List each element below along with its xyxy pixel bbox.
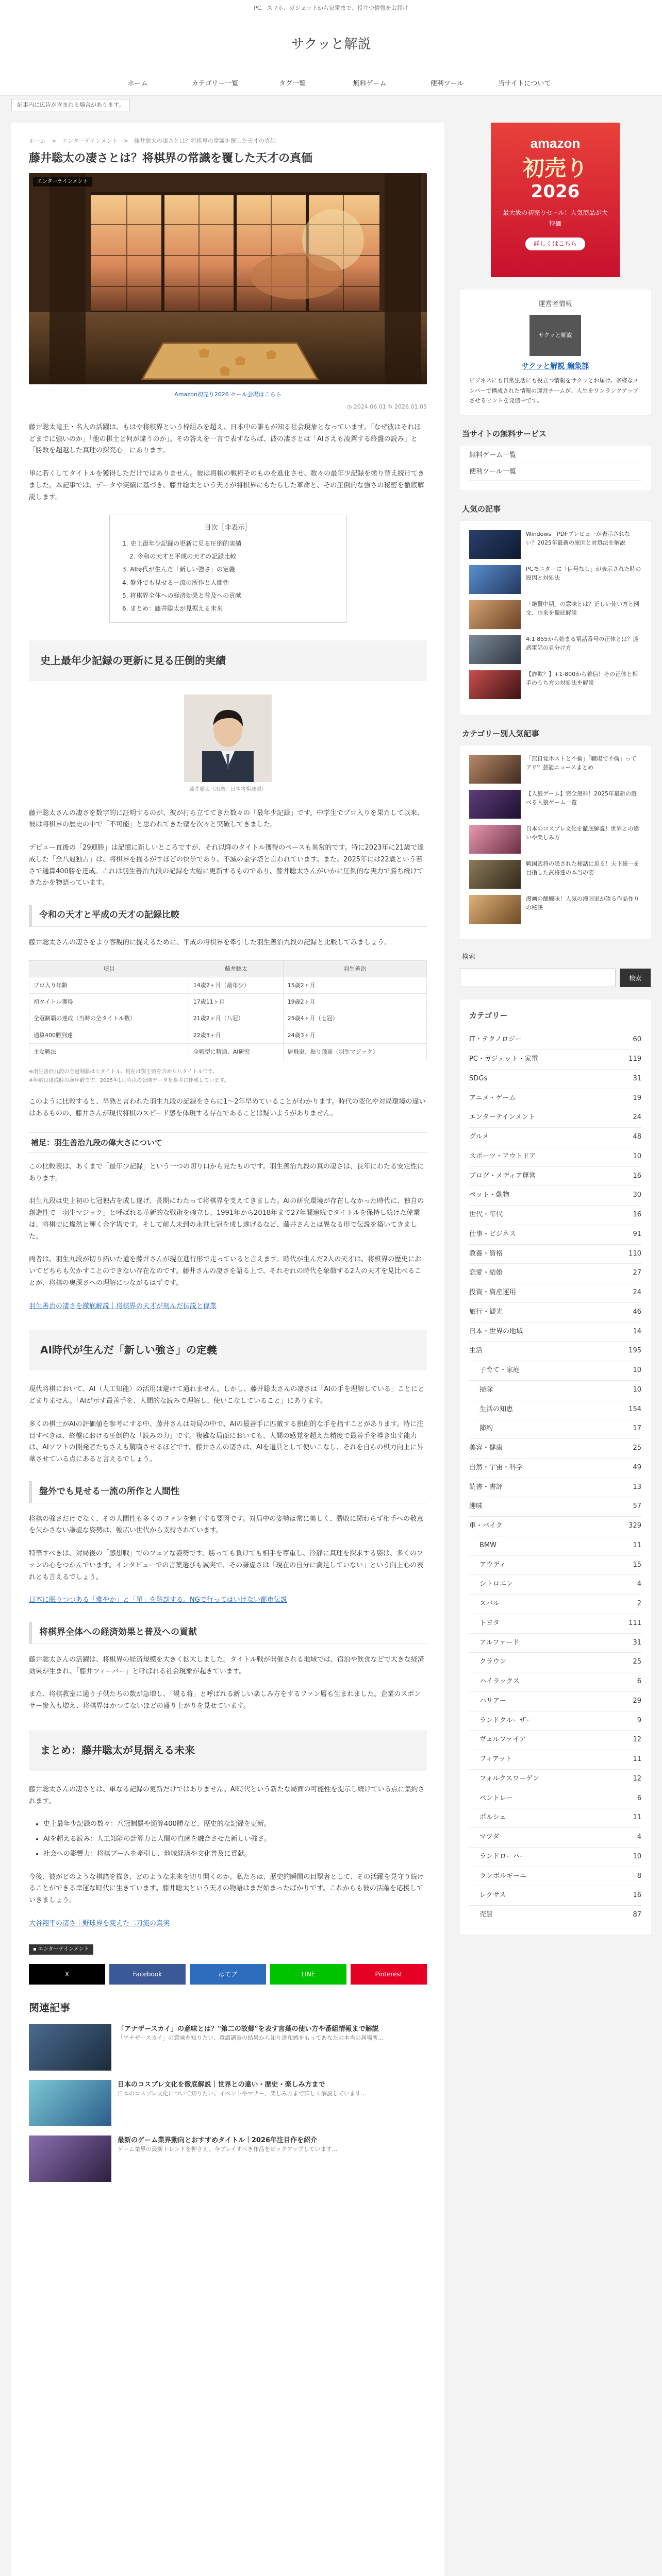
category-name[interactable]: 教養・資格 (469, 1249, 503, 1258)
share-buttons (29, 1964, 427, 1985)
popular-item[interactable]: PCモニターに「信号なし」が表示された時の原因と対処法 (469, 565, 641, 594)
category-name[interactable]: アウディ (479, 1561, 506, 1569)
toc-title[interactable]: 目次［非表示］ (204, 524, 252, 532)
category-count: 31 (633, 1074, 641, 1082)
category-name[interactable]: 自然・宇宙・科学 (469, 1463, 523, 1471)
popular-item[interactable]: 4:1 855から始まる電話番号の正体とは？迷惑電話の見分け方 (469, 635, 641, 664)
category-item[interactable] (469, 1634, 641, 1653)
breadcrumb[interactable]: ホーム > エンターテインメント > 藤井聡太の凄さとは？将棋界の常識を覆した天才の真価 (29, 138, 276, 144)
category-count: 10 (633, 1385, 641, 1394)
nav-tools[interactable]: 便利ツール (430, 80, 464, 88)
category-item[interactable] (469, 1478, 641, 1498)
paragraph: 羽生九段は史上初の七冠独占を成し遂げ、長期にわたって将棋界を支えてきました。AIの研究環境が存在しなかった時代に、独自の創造性で「羽生マジック」と呼ばれる革新的な戦術を確立し、1991年から2018年まで27年間連続でタイトルを保持し続けた偉業は、将棋史に燦然と輝く金字塔です。そして前人未到の永世七冠を成し遂げるなど、藤井さんとは異なる形で伝説を築いてきました。 (29, 1197, 424, 1241)
categories-list (469, 1030, 641, 1925)
popular-item[interactable]: 「無自覚ホストと不倫」「職場で不倫」ってアリ？芸能ニュースまとめ (469, 755, 641, 784)
category-name[interactable]: クラウン (479, 1658, 507, 1666)
paragraph: 両者は、羽生九段が切り拓いた道を藤井さんが現在進行形で走っていると言えます。時代が生んだ2人の天才は、将棋界の歴史においてどちらも欠かすことのできない存在なのです。藤井さんの凄さを語る上で、それぞれの時代を象徴する2人の天才を見比べることが、将棋の奥深さへの理解につながるはずです。 (29, 1256, 422, 1287)
category-count: 4 (637, 1833, 641, 1841)
category-name[interactable]: スポーツ・アウトドア (469, 1152, 536, 1160)
category-item[interactable] (469, 1419, 641, 1439)
table-of-contents (109, 515, 346, 623)
toc-item[interactable]: 4. 盤外でも見せる一流の所作と人間性 (122, 579, 229, 586)
category-item[interactable] (469, 1323, 641, 1342)
amazon-logo: amazon (530, 135, 581, 151)
category-popular-title: カテゴリー別人気記事 (462, 729, 539, 738)
category-item[interactable] (469, 1206, 641, 1225)
category-name[interactable]: BMW (479, 1541, 496, 1549)
popular-item[interactable]: 【人狼ゲーム】完全無料！2025年最新の遊べる人狼ゲーム一覧 (469, 790, 641, 819)
toc-item[interactable]: 2. 令和の天才と平成の天才の記録比較 (129, 553, 237, 561)
service-link[interactable]: 便利ツール一覧 (469, 464, 641, 481)
category-label[interactable]: エンターテインメント (33, 177, 92, 187)
category-name[interactable]: 生活 (469, 1347, 483, 1355)
category-item[interactable] (469, 1050, 641, 1070)
category-count: 11 (633, 1755, 641, 1763)
category-count: 10 (633, 1366, 641, 1374)
category-item[interactable] (469, 1848, 641, 1867)
related-thumbnail[interactable] (29, 2136, 111, 2182)
popular-title: 人気の記事 (462, 504, 501, 514)
list-item: • 社会への影響力：将棋ブームを牽引し、地域経済や文化普及に貢献。 (43, 1849, 427, 1860)
paragraph: 今後、彼がどのような棋譜を描き、どのような未来を切り開くのか。私たちは、歴史的瞬間の目撃者として、その活躍を見守り続けることができる幸運な時代に生きています。藤井聡太という天才の物語はまだ始まったばかりです。これからも彼の活躍を応援していきましょう。 (29, 1873, 424, 1905)
category-name[interactable]: ペット・動物 (469, 1191, 510, 1199)
category-item[interactable] (469, 1070, 641, 1089)
popular-thumbnail[interactable] (469, 670, 521, 699)
ad-button[interactable]: 詳しくはこちら (525, 238, 585, 250)
section-heading: 史上最年少記録の更新に見る圧倒的実績 (29, 640, 427, 681)
category-item[interactable] (469, 1886, 641, 1906)
category-count: 119 (628, 1055, 641, 1063)
list-item: • AIを超える読み：人工知能の計算力と人間の直感を融合させた新しい強さ。 (43, 1834, 427, 1845)
category-item[interactable] (469, 1828, 641, 1848)
site-title[interactable]: サクッと解説 (0, 14, 662, 72)
category-name[interactable]: 美容・健康 (469, 1444, 503, 1452)
operator-widget (460, 290, 651, 415)
category-item[interactable] (469, 1906, 641, 1925)
category-name[interactable]: 恋愛・結婚 (469, 1269, 503, 1277)
category-count: 195 (628, 1347, 641, 1355)
category-count: 57 (633, 1502, 641, 1511)
category-count: 13 (633, 1483, 641, 1491)
summary-list (29, 1819, 427, 1860)
table-header: 項目 (29, 960, 189, 977)
category-item[interactable] (469, 1808, 641, 1828)
minor-heading: 補足：羽生善治九段の偉大さについて (29, 1132, 427, 1153)
ad-year: 2026 (531, 181, 580, 202)
category-item[interactable] (469, 1536, 641, 1556)
operator-title: 運営者情報 (538, 300, 572, 308)
category-count: 8 (637, 1872, 641, 1880)
popular-item[interactable]: 【詐欺？】+1-800から着信！その正体と相手のうち方の対処法を解説 (469, 670, 641, 699)
category-item[interactable] (469, 1108, 641, 1128)
operator-name[interactable]: サクッと解説 編集部 (521, 362, 589, 370)
category-item[interactable] (469, 1342, 641, 1361)
paragraph: 特筆すべきは、対局後の「感想戦」でのフェアな姿勢です。勝っても負けても相手を尊重し、冷静に真理を探求する姿は、多くのファンの心をつかんでいます。インタビューでの言葉選びも誠実で、その謙虚さは「現在の自分に満足していない」という向上心の表れとも言えるでしょう。 (29, 1550, 424, 1581)
category-name[interactable]: ブログ・メディア運営 (469, 1172, 536, 1180)
category-name[interactable]: 世代・年代 (469, 1211, 503, 1218)
section-heading: AI時代が生んだ「新しい強さ」の定義 (29, 1330, 427, 1370)
category-item[interactable] (469, 1517, 641, 1536)
internal-link[interactable]: 大谷翔平の凄さ｜野球界を変えた二刀流の真実 (29, 1919, 170, 1927)
share-facebook-button[interactable]: Facebook (109, 1964, 186, 1985)
category-item[interactable] (469, 1789, 641, 1809)
category-item[interactable] (469, 1303, 641, 1323)
popular-thumbnail[interactable] (469, 860, 521, 889)
category-count: 111 (628, 1619, 641, 1627)
category-item[interactable] (469, 1147, 641, 1167)
article-main (11, 123, 444, 2576)
category-count: 2 (637, 1600, 641, 1607)
category-count: 49 (633, 1463, 641, 1471)
category-count: 24 (633, 1113, 641, 1122)
category-count: 12 (633, 1736, 641, 1744)
popular-thumbnail[interactable] (469, 565, 521, 594)
popular-thumbnail[interactable] (469, 600, 521, 629)
category-name[interactable]: シトロエン (479, 1580, 514, 1588)
category-count: 10 (633, 1152, 641, 1160)
category-count: 6 (637, 1677, 641, 1685)
toc-item[interactable]: 6. まとめ：藤井聡太が見据える未来 (122, 604, 223, 612)
category-count: 19 (633, 1094, 641, 1102)
category-count: 11 (633, 1541, 641, 1549)
category-item[interactable] (469, 1672, 641, 1692)
category-name[interactable]: エンターテインメント (469, 1113, 536, 1122)
sidebar (460, 123, 651, 1947)
category-name[interactable]: アニメ・ゲーム (469, 1094, 516, 1102)
share-pinterest-button[interactable]: Pinterest (351, 1964, 427, 1985)
ad-subtext: 最大級の初売りセール！人気商品が大特価 (503, 209, 608, 227)
category-item[interactable] (469, 1497, 641, 1517)
paragraph: また、将棋教室に通う子供たちの数が急増し、「観る将」と呼ばれる新しい楽しみ方をするファン層も生まれました。企業のスポンサー参入も増え、将棋界はかつてないほどの盛り上がりを見せています。 (29, 1690, 421, 1710)
category-item[interactable] (469, 1400, 641, 1420)
popular-list (460, 521, 651, 715)
table-row: 全冠制覇の達成（当時の全タイトル数） 21歳2ヶ月（八冠） 25歳4ヶ月（七冠） (29, 1010, 427, 1027)
nav-tags[interactable]: タグ一覧 (278, 80, 306, 88)
category-item[interactable] (469, 1439, 641, 1459)
paragraph: 藤井聡太さんの凄さとは、単なる記録の更新だけではありません。AI時代という新たな局面の可能性を提示し続けている点に集約されます。 (29, 1785, 425, 1805)
category-count: 17 (633, 1425, 641, 1433)
paragraph: このように比較すると、早熟と言われた羽生九段の記録をさらに1〜2年早めていることがわかります。時代の変化や対局環境の違いはあるものの、藤井さんが現代将棋のスピード感を体現する存在であることは疑いようがありません。 (29, 1098, 426, 1117)
category-count: 25 (633, 1444, 641, 1452)
intro-paragraph-2: 単に若くしてタイトルを獲得しただけではありません。彼は将棋の戦術そのものを進化させ、数々の最年少記録を塗り替え続けてきました。本記事では、データや実績に基づき、藤井聡太という天才が将棋界にもたらした革命と、その圧倒的な強さの秘密を徹底解説します。 (29, 470, 425, 501)
related-item[interactable]: 最新のゲーム業界動向とおすすめタイトル｜2026年注目作を紹介 ゲーム業界の最新トレンドを押さえ、今プレイすべき作品をピックアップしています… (29, 2136, 427, 2182)
category-item[interactable] (469, 1867, 641, 1887)
amazon-ad-link[interactable]: Amazon初売り2026 セール会場はこちら (174, 391, 282, 398)
internal-link[interactable]: 日本に眠りつつある「雅やか」と「星」を解剖する。NGで行ってはいけない都市伝説 (29, 1596, 287, 1604)
category-item[interactable] (469, 1225, 641, 1245)
category-name[interactable]: ハリアー (479, 1697, 506, 1705)
category-count: 87 (633, 1911, 641, 1919)
nav-free-games[interactable]: 無料ゲーム (353, 80, 387, 88)
clock-icon: ◷ (346, 403, 352, 410)
category-count: 16 (633, 1891, 641, 1900)
category-item[interactable] (469, 1614, 641, 1634)
category-name[interactable]: 生活の知恵 (479, 1405, 514, 1413)
refresh-icon: ↻ (388, 403, 393, 410)
section-subheading: 将棋界全体への経済効果と普及への貢献 (29, 1622, 427, 1644)
ad-title: 初売り (522, 155, 588, 181)
internal-link[interactable]: 羽生善治の凄さを徹底解説｜将棋界の天才が刻んだ伝説と偉業 (29, 1302, 217, 1310)
category-item[interactable] (469, 1459, 641, 1478)
category-item[interactable] (469, 1653, 641, 1672)
categories-widget (460, 999, 651, 1935)
related-item[interactable]: 「アナザースカイ」の意味とは？"第二の故郷"を表す言葉の使い方や番組情報まで解説 「アナザースカイ」の意味を知りたい、意識調査の結果から知り違和感をもってあなたの本当の居場所… (29, 2024, 427, 2071)
category-item[interactable] (469, 1770, 641, 1789)
category-name[interactable]: 趣味 (469, 1502, 483, 1511)
search-title: 検索 (462, 953, 476, 961)
popular-item[interactable]: Windows「PDFプレビューが表示されない？2025年最新の原因と対処法を解説 (469, 530, 641, 559)
section-heading: まとめ：藤井聡太が見据える未来 (29, 1730, 427, 1771)
toc-item[interactable]: 3. AI時代が生んだ「新しい強さ」の定義 (122, 566, 236, 573)
category-item[interactable] (469, 1264, 641, 1283)
popular-item[interactable]: 「絶賛中期」の意味とは？正しい使い方と例文、由来を徹底解説 (469, 600, 641, 629)
category-name[interactable]: 売買 (479, 1911, 493, 1919)
category-item[interactable] (469, 1245, 641, 1264)
category-item[interactable] (469, 1575, 641, 1595)
category-count: 24 (633, 1289, 641, 1296)
post-dates (29, 402, 427, 412)
category-count: 91 (633, 1230, 641, 1238)
paragraph: 藤井聡太さんの活躍は、将棋界の経済規模を大きく拡大しました。タイトル戦が開催される地域では、宿泊や飲食などで大きな経済効果が生まれ、「藤井フィーバー」と呼ばれる社会現象が起きています。 (29, 1655, 424, 1675)
eyecatch-image (29, 173, 427, 384)
categories-title: カテゴリー (469, 1011, 508, 1020)
search-form (460, 969, 651, 987)
category-name[interactable]: ランドクルーザー (479, 1716, 533, 1724)
category-name[interactable]: ヴェルファイア (479, 1736, 526, 1744)
category-count: 16 (633, 1211, 641, 1218)
category-item[interactable] (469, 1167, 641, 1187)
category-count: 30 (633, 1191, 641, 1199)
category-item[interactable] (469, 1283, 641, 1303)
category-name[interactable]: ランボルギーニ (479, 1872, 527, 1880)
related-thumbnail[interactable] (29, 2080, 111, 2126)
category-name[interactable]: アルファード (479, 1638, 520, 1647)
category-item[interactable] (469, 1556, 641, 1575)
popular-thumbnail[interactable] (469, 825, 521, 854)
paragraph: 多くの棋士がAIの評価値を参考にする中、藤井さんは対局の中で、AIの最善手に匹敵する独創的な手を指すことがあります。特に注目すべきは、終盤における圧倒的な「読みの力」です。複雑な局面においても、人間の感覚を超えた精度で最善手を導き出す能力は、AIソフトの開発者たちさえも驚嘆させるほどです。藤井さんの凄さは、AIを道具として使いこなし、それを自らの棋力向上に昇華させている点にあると言えるでしょう。 (29, 1420, 424, 1464)
share-x-button[interactable]: X (29, 1964, 105, 1985)
published-date: 2024.06.01 (353, 403, 386, 410)
popular-thumbnail[interactable] (469, 530, 521, 559)
paragraph: 将棋の強さだけでなく、その人間性も多くのファンを魅了する要因です。対局中の姿勢は常に美しく、勝敗に関わらず相手への敬意を欠かさない謙虚な姿勢は、幅広い世代から支持されています。 (29, 1515, 424, 1535)
category-count: 48 (633, 1133, 641, 1141)
services-title: 当サイトの無料サービス (462, 429, 547, 438)
category-count: 12 (633, 1774, 641, 1783)
category-item[interactable] (469, 1128, 641, 1147)
popular-thumbnail[interactable] (469, 790, 521, 819)
category-name[interactable]: 投資・資産運用 (469, 1289, 517, 1296)
popular-thumbnail[interactable] (469, 635, 521, 664)
operator-description: ビジネスにも日常生活にも役立つ情報をサクッとお届け。多様なメンバーで構成された情報の運営チームが、人生をワンランクアップさせるヒントを発信中です。 (469, 377, 639, 404)
category-name[interactable]: 仕事・ビジネス (469, 1230, 516, 1238)
nav-categories[interactable]: カテゴリー一覧 (191, 80, 239, 88)
category-name[interactable]: ハイラックス (479, 1677, 520, 1685)
comparison-table (29, 960, 427, 1061)
tag-badge[interactable]: ▪ エンターテインメント (29, 1944, 93, 1955)
services-list (460, 446, 651, 490)
category-item[interactable] (469, 1361, 641, 1381)
search-button[interactable]: 検索 (620, 969, 651, 987)
paragraph: この比較表は、あくまで「最年少記録」という一つの切り口から見たものです。羽生善治九段の真の凄さは、長年にわたる安定性にあります。 (29, 1162, 424, 1182)
category-count: 154 (628, 1405, 641, 1413)
category-name[interactable]: 車・バイク (469, 1522, 503, 1530)
table-row: プロ入り年齢 14歳2ヶ月（最年少） 15歳2ヶ月 (29, 977, 427, 993)
category-name[interactable]: トヨタ (479, 1619, 500, 1627)
category-item[interactable] (469, 1030, 641, 1050)
shogi-room-illustration (29, 173, 427, 384)
category-item[interactable] (469, 1595, 641, 1614)
category-item[interactable] (469, 1089, 641, 1109)
category-name[interactable]: レクサス (479, 1891, 506, 1900)
updated-date: 2026.01.05 (394, 403, 427, 410)
folder-icon: ▪ (33, 1946, 38, 1952)
nav-home[interactable]: ホーム (127, 80, 148, 88)
table-header: 藤井聡太 (189, 960, 283, 977)
category-name[interactable]: IT・テクノロジー (469, 1036, 522, 1044)
section-subheading: 令和の天才と平成の天才の記録比較 (29, 905, 427, 927)
category-item[interactable] (469, 1731, 641, 1750)
category-count: 27 (633, 1269, 641, 1277)
popular-thumbnail[interactable] (469, 755, 521, 784)
list-item: • 史上最年少記録の数々：八冠制覇や通算400勝など、歴史的な記録を更新。 (43, 1819, 427, 1831)
category-count: 16 (633, 1172, 641, 1180)
section-subheading: 盤外でも見せる一流の所作と人間性 (29, 1481, 427, 1503)
paragraph: 藤井聡太さんの凄さをより客観的に捉えるために、平成の将棋界を牽引した羽生善治九段の記録と比較してみましょう。 (29, 938, 391, 946)
nav-about[interactable]: 当サイトについて (498, 80, 551, 88)
share-hatena-button[interactable]: はてブ (190, 1964, 266, 1985)
amazon-ad-banner[interactable] (460, 123, 651, 277)
category-count: 329 (628, 1522, 641, 1530)
category-count: 15 (633, 1561, 641, 1569)
popular-item[interactable]: 日本のコスプレ文化を徹底解説！世界との違いや楽しみ方 (469, 825, 641, 854)
category-count: 14 (633, 1327, 641, 1335)
category-name[interactable]: PC・ガジェット・家電 (469, 1055, 538, 1063)
category-count: 10 (633, 1852, 641, 1860)
popular-item[interactable]: 漫画の醍醐味！人気の漫画家が語る作品作りの秘訣 (469, 895, 641, 924)
category-name[interactable]: 読書・書評 (469, 1483, 503, 1491)
category-count: 9 (637, 1716, 641, 1724)
category-name[interactable]: 旅行・観光 (469, 1308, 503, 1316)
paragraph: 現代将棋において、AI（人工知能）の活用は避けて通れません。しかし、藤井聡太さんの凄さは「AIの手を理解している」ことにとどまりません。「AIが示す最善手を、人間的な読みで理解し、使いこなしていること」にあります。 (29, 1385, 424, 1405)
category-name[interactable]: マツダ (479, 1833, 500, 1841)
table-row: 初タイトル獲得 17歳11ヶ月 19歳2ヶ月 (29, 994, 427, 1010)
category-item[interactable] (469, 1750, 641, 1770)
related-thumbnail[interactable] (29, 2024, 111, 2071)
toc-item[interactable]: 1. 史上最年少記録の更新に見る圧倒的実績 (122, 540, 242, 547)
category-count: 6 (637, 1794, 641, 1802)
category-count: 110 (628, 1249, 641, 1258)
category-popular-list (460, 745, 651, 939)
ad-notice: 記事内に広告が含まれる場合があります。 (11, 99, 662, 112)
global-nav (0, 72, 662, 96)
site-tagline: PC、スマホ、ガジェットから家電まで、役立つ情報をお届け (0, 0, 662, 14)
category-name[interactable]: ランドローバー (479, 1852, 526, 1860)
category-name[interactable]: フォルクスワーゲン (479, 1774, 539, 1783)
related-item[interactable]: 日本のコスプレ文化を徹底解説｜世界との違い・歴史・楽しみ方まで 日本のコスプレ文化について知りたい。イベントやマナー、楽しみ方まで詳しく解説しています… (29, 2080, 427, 2126)
table-row: 主な戦法 全戦型に精通、AI研究 居飛車、振り飛車（羽生マジック） (29, 1043, 427, 1060)
category-count: 4 (637, 1580, 641, 1588)
category-name[interactable]: 掃除 (479, 1385, 493, 1394)
category-name[interactable]: スバル (479, 1600, 500, 1607)
service-link[interactable]: 無料ゲーム一覧 (469, 448, 641, 464)
share-line-button[interactable]: LINE (270, 1964, 346, 1985)
category-item[interactable] (469, 1692, 641, 1711)
paragraph: デビュー直後の「29連勝」は記憶に新しいところですが、それ以降のタイトル獲得のペースも異常的です。特に2023年に21歳で達成した「全八冠独占」は、将棋界を揺るがすほどの快挙であり、不滅の金字塔と言われています。また、2025年には22歳という若さで通算400勝を達成。これは羽生善治九段の記録を大幅に更新するものであり、藤井聡太さんがいかに圧倒的な実力で勝ち続けてきたかを物語っています。 (29, 844, 424, 887)
category-count: 29 (633, 1697, 641, 1705)
portrait-caption: 藤井聡太（出典：日本将棋連盟） (189, 787, 267, 793)
related-title: 関連記事 (29, 2001, 70, 2014)
popular-item[interactable]: 戦国武将の隠された秘話に迫る！天下統一を目指した武将達の本当の姿 (469, 860, 641, 889)
category-count: 60 (633, 1036, 641, 1044)
category-count: 46 (633, 1308, 641, 1316)
category-count: 11 (633, 1814, 641, 1822)
category-count: 25 (633, 1658, 641, 1666)
paragraph: 藤井聡太さんの凄さを数字的に証明するのが、彼が打ち立ててきた数々の「最年少記録」です。中学生でプロ入りを果たして以来、彼は将棋界の歴史の中で「不可能」と思われてきた壁を次々と突破してきました。 (29, 809, 424, 829)
category-count: 31 (633, 1638, 641, 1647)
category-name[interactable]: 節約 (479, 1425, 493, 1433)
table-row: 通算400勝到達 22歳3ヶ月 24歳3ヶ月 (29, 1027, 427, 1043)
intro-paragraph-1: 藤井聡太竜王・名人の活躍は、もはや将棋界という枠組みを超え、日本中の誰もが知る社会現象となっています。「なぜ彼はそれほどまでに強いのか」「他の棋士と何が違うのか」。その答えを一言で表すならば、彼の凄さとは「AIさえも凌駕する終盤の読み」と「勝敗を超越した真理の探究心」にあります。 (29, 423, 421, 455)
popular-thumbnail[interactable] (469, 895, 521, 924)
toc-item[interactable]: 5. 将棋界全体への経済効果と普及への貢献 (122, 591, 242, 599)
category-item[interactable] (469, 1381, 641, 1400)
category-name[interactable]: SDGs (469, 1074, 488, 1082)
category-name[interactable]: ベントレー (479, 1794, 514, 1802)
category-item[interactable] (469, 1711, 641, 1731)
category-name[interactable]: 子育て・家庭 (479, 1366, 520, 1374)
category-name[interactable]: ポルシェ (479, 1814, 506, 1822)
table-header: 羽生善治 (283, 960, 426, 977)
search-input[interactable] (460, 969, 616, 987)
category-item[interactable] (469, 1186, 641, 1206)
article-title: 藤井聡太の凄さとは？将棋界の常識を覆した天才の真価 (29, 152, 313, 165)
table-note: ※羽生善治九段の全冠制覇は七タイトル、現在は叡王戦を含めた八タイトルです。 ※年齢は達成時の満年齢です。2025年1月時点の公開データを参考に作成しています。 (29, 1069, 229, 1084)
operator-logo: サクッと解説 (529, 315, 581, 356)
category-name[interactable]: グルメ (469, 1133, 489, 1141)
category-name[interactable]: 日本・世界の地域 (469, 1327, 523, 1335)
portrait-photo (184, 694, 272, 782)
category-name[interactable]: フィアット (479, 1755, 512, 1763)
